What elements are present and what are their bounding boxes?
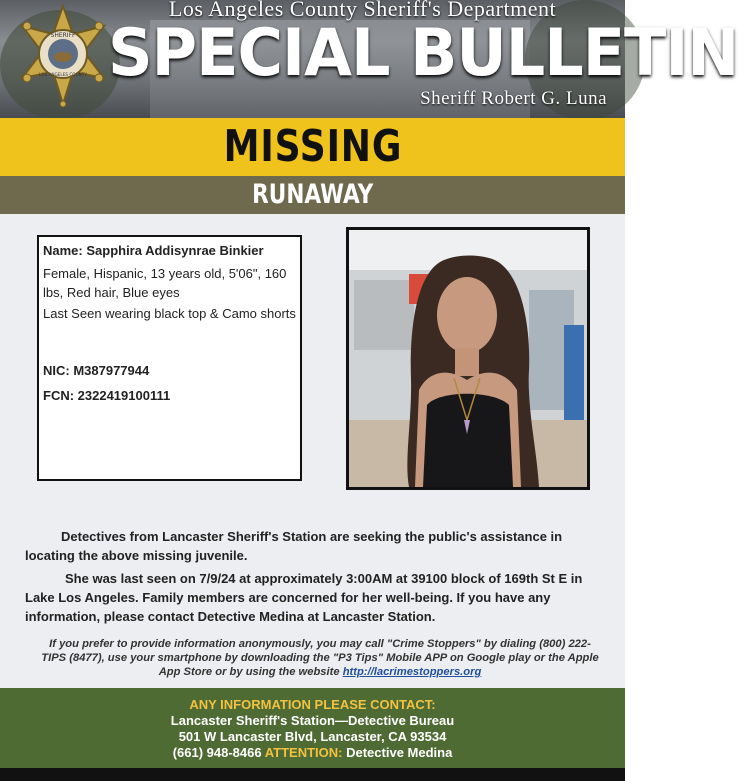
- bulletin-title: SPECIAL BULLETIN: [108, 14, 738, 91]
- crime-stoppers-link[interactable]: http://lacrimestoppers.org: [342, 666, 482, 678]
- person-nic: NIC: M387977944: [43, 363, 150, 378]
- case-details: [25, 527, 610, 626]
- bottom-strip: [0, 768, 625, 781]
- badge-top-text: SHERIFF: [50, 32, 76, 39]
- contact-station: Lancaster Sheriff's Station—Detective Bureau: [170, 713, 455, 728]
- missing-label: MISSING: [223, 121, 402, 172]
- sheriff-badge-icon: [18, 4, 108, 108]
- anonymous-tips: [40, 637, 600, 679]
- person-photo-icon: [349, 230, 587, 487]
- contact-address: 501 W Lancaster Blvd, Lancaster, CA 93534: [178, 729, 447, 744]
- missing-banner: [0, 118, 625, 176]
- contact-footer: [0, 688, 625, 768]
- case-paragraph-1: Detectives from Lancaster Sheriff's Station are seeking the public's assistance in locating the above missing juvenile.: [25, 529, 563, 563]
- person-info-box: [37, 235, 302, 481]
- bulletin-header: [0, 0, 738, 118]
- tips-text: If you prefer to provide information anonymously, you may call "Crime Stoppers" by dialing (800) 222-TIPS (8477), use your smartphone by downloading the "P3 Tips" Mobile APP on Google play or the Apple App Store or by using the website: [41, 638, 599, 678]
- case-paragraph-2: She was last seen on 7/9/24 at approximately 3:00AM at 39100 block of 169th St E in Lake Los Angeles. Family members are concerned for her well-being. If you have any information, please contact Detective Medina at Lancaster Station.: [25, 571, 583, 624]
- person-description: Female, Hispanic, 13 years old, 5'06", 160 lbs, Red hair, Blue eyes: [43, 266, 287, 300]
- sheriff-name: Sheriff Robert G. Luna: [420, 88, 607, 109]
- person-name: Name: Sapphira Addisynrae Binkier: [43, 243, 264, 258]
- attention-name: Detective Medina: [346, 745, 453, 760]
- missing-person-photo: [346, 227, 590, 490]
- person-last-seen: Last Seen wearing black top & Camo shorts: [43, 306, 296, 321]
- attention-label: ATTENTION:: [264, 745, 343, 760]
- agency-name: Los Angeles County Sheriff's Department: [168, 0, 557, 21]
- contact-phone[interactable]: (661) 948-8466: [172, 745, 262, 760]
- contact-heading: ANY INFORMATION PLEASE CONTACT:: [189, 697, 436, 712]
- badge-bottom-text: LOS ANGELES COUNTY: [39, 72, 87, 77]
- person-fcn: FCN: 2322419100111: [43, 388, 171, 403]
- contact-line: [0, 745, 625, 761]
- runaway-label: RUNAWAY: [251, 179, 374, 210]
- runaway-banner: [0, 176, 625, 214]
